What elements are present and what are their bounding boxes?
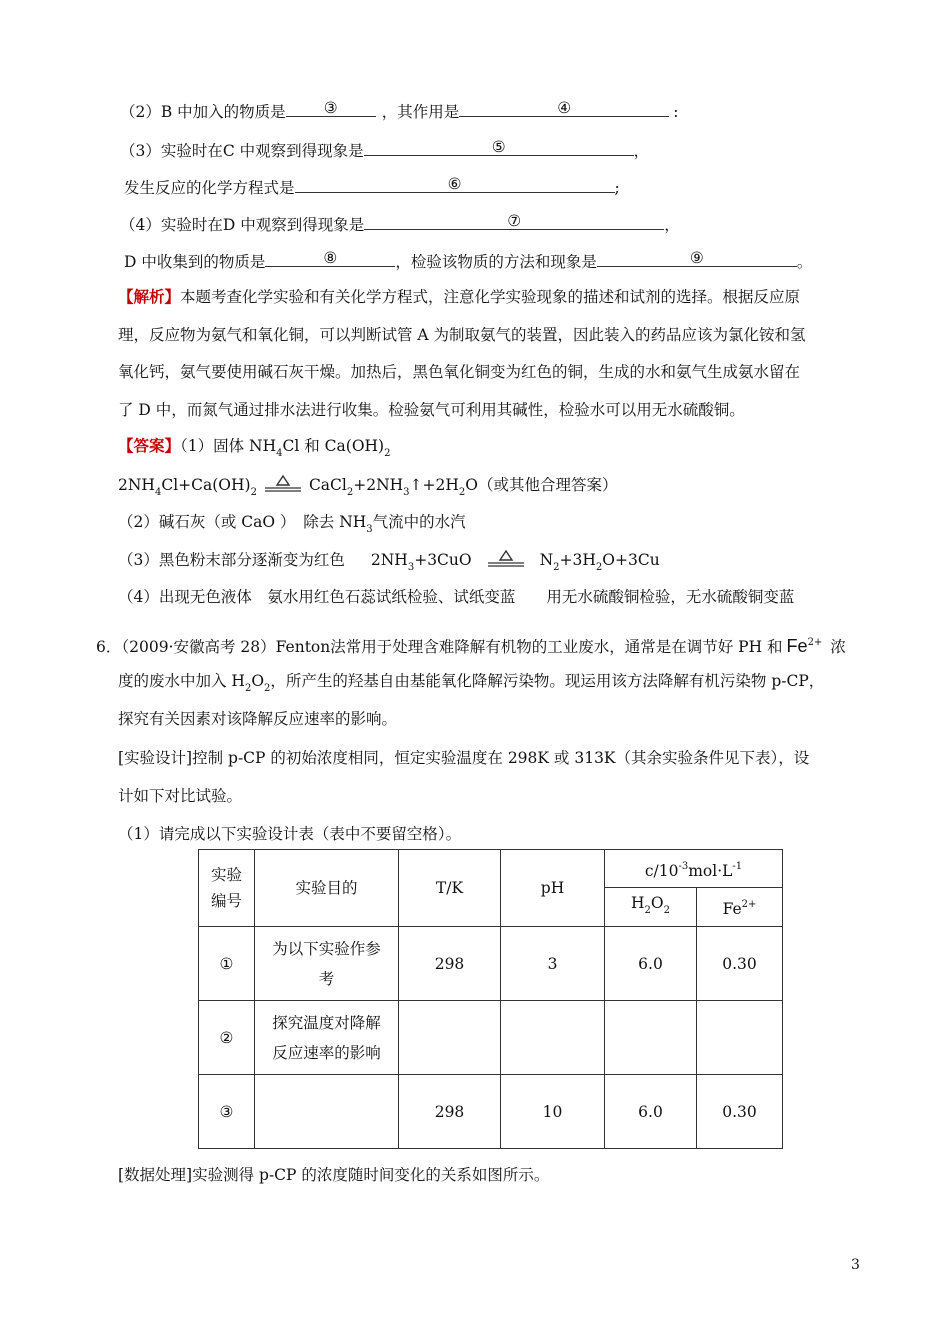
q5-line3-end: ，: [633, 142, 650, 160]
eq2-t2: +3CuO: [414, 551, 472, 569]
answer-2-pre: （2）碱石灰（或 CaO ） 除去 NH: [118, 513, 367, 531]
q5-line5-prefix: （4）实验时在D 中观察到得现象是: [120, 216, 365, 234]
answer-2-sub: 3: [366, 524, 373, 535]
eq1-t2: Cl+Ca(OH): [161, 476, 251, 494]
table-row: [199, 1001, 783, 1075]
eq1-t4: +2NH: [353, 476, 404, 494]
q6-h2o2-s1: 2: [244, 683, 252, 694]
table-row: [199, 927, 783, 1001]
header-concentration: $c/10^{-3}mol\cdot L^{-1}$: [605, 850, 783, 888]
q6-h2o2-s2: 2: [264, 683, 271, 694]
table-header-row-1: [199, 850, 783, 888]
q6-line1-post: 浓: [830, 638, 846, 656]
answer-equation-1: [118, 474, 618, 503]
analysis-text-1: 本题考查化学实验和有关化学方程式，注意化学实验现象的描述和试剂的选择。根据反应原: [180, 288, 801, 306]
q5-line4-prefix: 发生反应的化学方程式是: [124, 179, 295, 197]
q5-line-5: [120, 213, 680, 235]
row-ph: 10: [501, 1075, 605, 1149]
data-processing-line: [数据处理]实验测得 p-CP 的浓度随时间变化的关系如图所示。: [118, 1166, 550, 1184]
q5-line-6: [124, 250, 812, 272]
header-purpose: 实验目的: [255, 850, 399, 927]
analysis-line-1: [118, 287, 800, 307]
q5-line5-end: ，: [664, 216, 680, 234]
eq2-t1: 2NH: [370, 551, 408, 569]
q6-fe: Fe: [786, 636, 808, 656]
heating-condition-icon: [486, 549, 526, 573]
answer-line-1: [118, 436, 390, 464]
answer-3-pre: （3）黑色粉末部分逐渐变为红色: [118, 551, 345, 569]
row-temperature: 298: [399, 927, 501, 1001]
q6-line2-pre: 度的废水中加入 H: [118, 672, 245, 690]
row-temperature-input[interactable]: [399, 1001, 501, 1075]
row-ph-input[interactable]: [501, 1001, 605, 1075]
q6-fe-sup: 2+: [807, 637, 823, 648]
eq1-s4: 3: [403, 487, 410, 498]
eq1-t6: O（或其他合理答案）: [465, 476, 618, 494]
eq2-s4: 2: [595, 562, 603, 573]
table-row: [199, 1075, 783, 1149]
experiment-design-table: [198, 849, 783, 1149]
eq1-s1: 4: [154, 487, 162, 498]
eq1-s2: 2: [250, 487, 257, 498]
q6-line-6: （1）请完成以下实验设计表（表中不要留空格）。: [118, 825, 462, 843]
row-fe2-input[interactable]: [697, 1001, 783, 1075]
analysis-line-2: 理，反应物为氨气和氧化铜，可以判断试管 A 为制取氨气的装置，因此装入的药品应该为氯化铵和氢: [118, 326, 806, 344]
q5-line6-prefix: D 中收集到的物质是: [124, 253, 266, 271]
eq2-t4: +3H: [559, 551, 596, 569]
eq1-s3: 2: [346, 487, 354, 498]
row-number: ②: [199, 1001, 255, 1075]
q6-line-3: 探究有关因素对该降解反应速率的影响。: [118, 710, 398, 728]
answer-1-sub2: 2: [384, 448, 391, 459]
q6-line-2: [118, 671, 824, 699]
analysis-line-4: 了 D 中，而氮气通过排水法进行收集。检验氨气可利用其碱性，检验水可以用无水硫酸铜。: [118, 401, 745, 419]
analysis-line-3: 氧化钙，氨气要使用碱石灰干燥。加热后，黑色氧化铜变为红色的铜，生成的水和氨气生成氨水留在: [118, 363, 801, 381]
q6-line-5: 计如下对比试验。: [118, 787, 243, 805]
answer-line-2: [118, 512, 466, 540]
row-purpose: 为以下实验作参 考: [255, 927, 399, 1001]
row-h2o2-input[interactable]: [605, 1001, 697, 1075]
q5-line2-prefix: （2）B 中加入的物质是: [120, 103, 286, 121]
answer-1-sub1: 4: [276, 448, 283, 459]
blank-5[interactable]: ⑤: [364, 139, 634, 156]
answer-line-4: （4）出现无色液体 氨水用红色石蕊试纸检验、试纸变蓝 用无水硫酸铜检验，无水硫酸铜变蓝: [118, 588, 795, 606]
q6-line-4: [实验设计]控制 p-CP 的初始浓度相同，恒定实验温度在 298K 或 313K（其余实验条件见下表），设: [118, 749, 810, 767]
blank-7[interactable]: ⑦: [364, 213, 664, 230]
header-temperature: T/K: [399, 850, 501, 927]
blank-9[interactable]: ⑨: [597, 250, 797, 267]
row-fe2: 0.30: [697, 927, 783, 1001]
q5-line-4: [124, 176, 620, 198]
row-number: ①: [199, 927, 255, 1001]
q5-line2-mid: ，其作用是: [381, 103, 460, 121]
answer-1-mid: Cl 和 Ca(OH): [282, 437, 385, 455]
q5-line4-end: ;: [614, 179, 620, 197]
answer-2-post: 气流中的水汽: [372, 513, 466, 531]
q5-line2-end: :: [673, 103, 679, 121]
eq1-t1: 2NH: [118, 476, 155, 494]
q5-line3-prefix: （3）实验时在C 中观察到得现象是: [120, 142, 364, 160]
q5-line-2: [120, 100, 678, 122]
header-ph: pH: [501, 850, 605, 927]
eq1-t3: CaCl: [308, 476, 347, 494]
q6-line-1: [96, 633, 846, 657]
eq2-t5: O+3Cu: [602, 551, 660, 569]
blank-3[interactable]: ③: [286, 100, 376, 117]
heating-condition-icon: [263, 474, 303, 498]
blank-6[interactable]: ⑥: [295, 176, 615, 193]
header-fe2: $Fe^{2+}$: [697, 888, 783, 927]
eq2-s3: 2: [553, 562, 560, 573]
q5-line-3: [120, 139, 649, 161]
row-purpose-input[interactable]: [255, 1075, 399, 1149]
row-h2o2: 6.0: [605, 1075, 697, 1149]
blank-8[interactable]: ⑧: [265, 250, 395, 267]
eq1-s5: 2: [458, 487, 466, 498]
row-fe2: 0.30: [697, 1075, 783, 1149]
eq2-s1: 3: [407, 562, 415, 573]
header-h2o2: $H_2O_2$: [605, 888, 697, 927]
row-h2o2: 6.0: [605, 927, 697, 1001]
row-temperature: 298: [399, 1075, 501, 1149]
header-experiment-number: 实验 编号: [199, 850, 255, 927]
row-purpose: 探究温度对降解 反应速率的影响: [255, 1001, 399, 1075]
q5-line6-mid: ，检验该物质的方法和现象是: [395, 253, 597, 271]
answer-1-pre: （1）固体 NH: [180, 437, 277, 455]
q6-line2-post: ，所产生的羟基自由基能氧化降解污染物。现运用该方法降解有机污染物 p-CP，: [270, 672, 825, 690]
q5-line6-end: 。: [796, 253, 813, 271]
answer-tag: 【答案】: [118, 436, 181, 455]
q6-line1-pre: 6．（2009·安徽高考 28）Fenton法常用于处理含难降解有机物的工业废水，通常是在调节好 PH 和: [96, 638, 783, 656]
eq2-t3: N: [539, 551, 554, 569]
row-number: ③: [199, 1075, 255, 1149]
page-number: 3: [851, 1257, 860, 1273]
blank-4[interactable]: ④: [459, 100, 669, 117]
answer-line-3: [118, 549, 660, 578]
row-ph: 3: [501, 927, 605, 1001]
analysis-tag: 【解析】: [118, 287, 181, 306]
eq1-t5: ↑+2H: [409, 476, 459, 494]
q6-h2o2-o: O: [251, 672, 265, 690]
